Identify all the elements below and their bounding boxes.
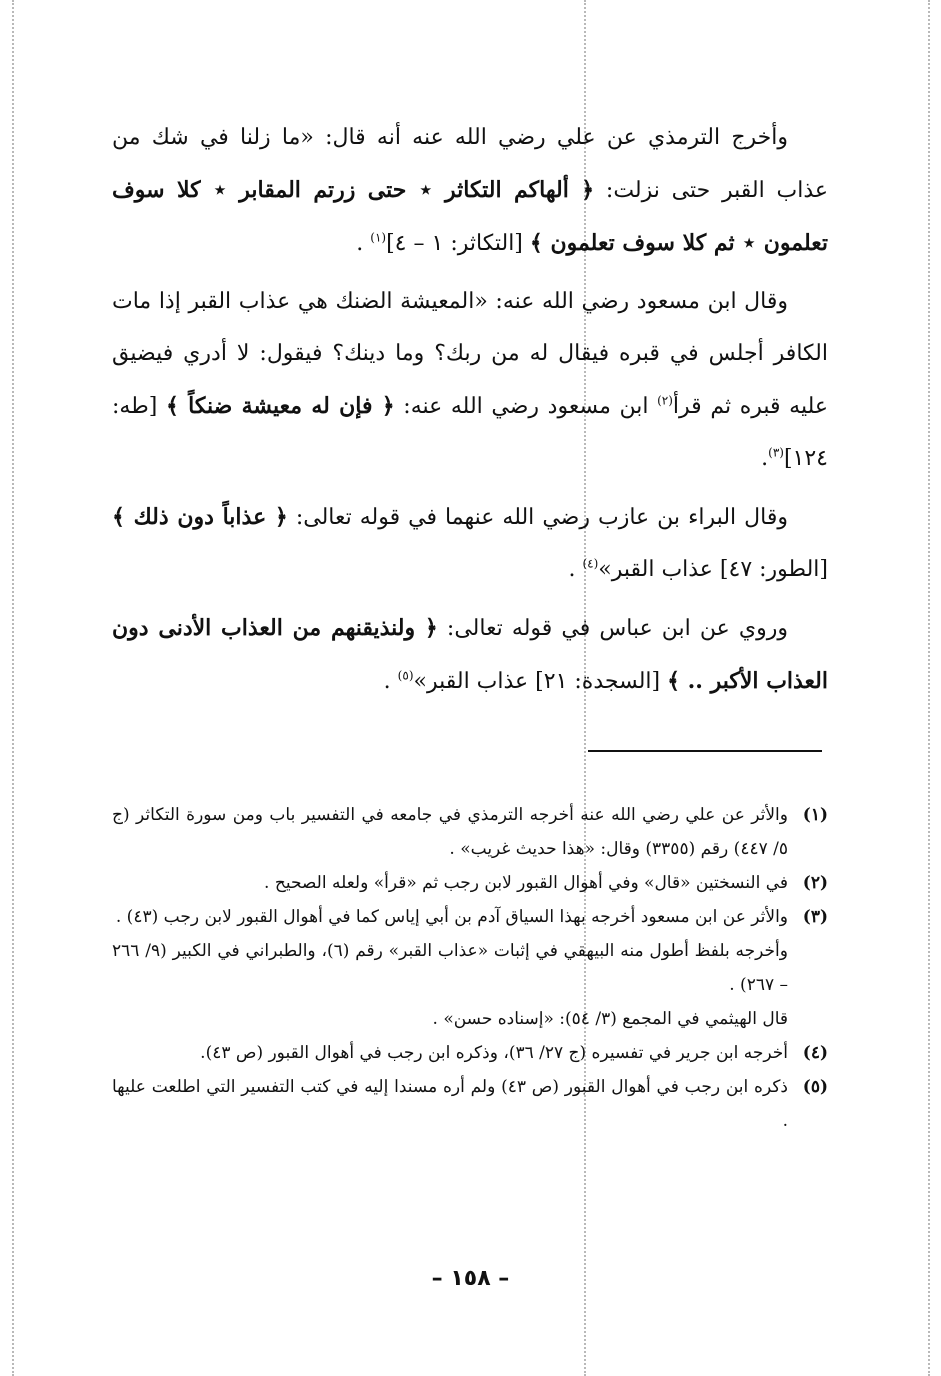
paragraph-ibn-masud — [112, 276, 828, 485]
paragraph-text: وأخرج الترمذي عن علي رضي الله عنه أنه قال: «ما زلنا في شك من عذاب القبر حتى نزلت: — [112, 125, 828, 203]
verse-reference: [الطور: ٤٧] عذاب القبر» — [598, 557, 828, 582]
paragraph-tirmidhi — [112, 112, 828, 270]
paragraph-text: وقال ابن مسعود رضي الله عنه: «المعيشة الضنك هي عذاب القبر إذا مات الكافر أجلس في قبره فيقال له من ربك؟ وما دينك؟ فيقول: لا أدري فيضيق عليه قبره ثم قرأ — [112, 289, 828, 419]
quran-verse: ﴿ فإن له معيشة ضنكاً ﴾ — [165, 393, 395, 419]
footnote-number: (٥) — [802, 1077, 828, 1097]
quran-verse: ﴿ ألهاكم التكاثر ⋆ حتى زرتم المقابر ⋆ كلا سوف تعلمون ⋆ ثم كلا سوف تعلمون ﴾ — [112, 177, 828, 256]
paragraph-text: وروي عن ابن عباس في قوله تعالى: — [437, 616, 788, 641]
footnote-text: أخرجه ابن جرير في تفسيره (ج ٢٧/ ٣٦)، وذكره ابن رجب في أهوال القبور (ص ٤٣). — [200, 1043, 788, 1063]
footnote-text: في النسختين «قال» وفي أهوال القبور لابن رجب ثم «قرأ» ولعله الصحيح . — [264, 873, 788, 893]
scan-guide-line-left — [12, 0, 14, 1376]
verse-reference: [التكاثر: ١ – ٤] — [386, 231, 530, 256]
footnote-ref: (٢) — [657, 393, 673, 408]
footnote-number: (١) — [802, 805, 828, 825]
footnote-ref: (٥) — [397, 668, 414, 683]
page-number: – ١٥٨ – — [431, 1266, 510, 1291]
footnote-5 — [112, 1070, 828, 1138]
footnote-3 — [112, 900, 828, 1036]
footnote-text: والأثر عن ابن مسعود أخرجه بهذا السياق آدم بن أبي إياس كما في أهوال القبور لابن رجب (٤٣) . — [115, 907, 788, 927]
paragraph-end: . — [383, 669, 398, 694]
paragraph-bara — [112, 491, 828, 596]
footnote-ref: (٤) — [582, 556, 599, 571]
quran-verse: ﴿ عذاباً دون ذلك ﴾ — [112, 504, 288, 530]
footnote-1 — [112, 798, 828, 866]
paragraph-end: . — [568, 557, 583, 582]
footnote-number: (٤) — [802, 1043, 828, 1063]
quran-verse: ﴿ ولنذيقنهم من العذاب الأدنى دون العذاب الأكبر .. ﴾ — [112, 615, 828, 694]
verse-reference: [طه: ١٢٤] — [112, 394, 828, 471]
footnote-ref: (٣) — [768, 445, 784, 460]
paragraph-ibn-abbas — [112, 602, 828, 708]
footnote-number: (٣) — [802, 907, 828, 927]
paragraph-end: . — [761, 446, 769, 471]
footnote-2 — [112, 866, 828, 900]
scan-guide-line-right — [928, 0, 930, 1376]
footnote-text: وأخرجه بلفظ أطول منه البيهقي في إثبات «عذاب القبر» رقم (٦)، والطبراني في الكبير (٩/ ٢٦٦ – ٢٦٧) . — [112, 941, 788, 995]
footnote-separator — [588, 750, 822, 752]
footnote-ref: (١) — [370, 230, 387, 245]
footnote-text: ذكره ابن رجب في أهوال القبور (ص ٤٣) ولم أره مسندا إليه في كتب التفسير التي اطلعت عليها . — [112, 1077, 788, 1131]
verse-reference: [السجدة: ٢١] عذاب القبر» — [413, 669, 668, 694]
footnote-number: (٢) — [802, 873, 828, 893]
paragraph-text: وقال البراء بن عازب رضي الله عنهما في قوله تعالى: — [287, 505, 788, 530]
footnote-text: والأثر عن علي رضي الله عنه أخرجه الترمذي في جامعه في التفسير باب ومن سورة التكاثر (ج ٥/ ٤٤٧) رقم (٣٣٥٥) وقال: «هذا حديث غريب» . — [112, 805, 788, 859]
paragraph-end: . — [356, 231, 371, 256]
paragraph-text: ابن مسعود رضي الله عنه: — [394, 394, 658, 419]
main-text — [112, 112, 828, 714]
footnotes — [112, 798, 828, 1138]
footnote-4 — [112, 1036, 828, 1070]
footnote-text: قال الهيثمي في المجمع (٣/ ٥٤): «إسناده حسن» . — [432, 1009, 788, 1029]
